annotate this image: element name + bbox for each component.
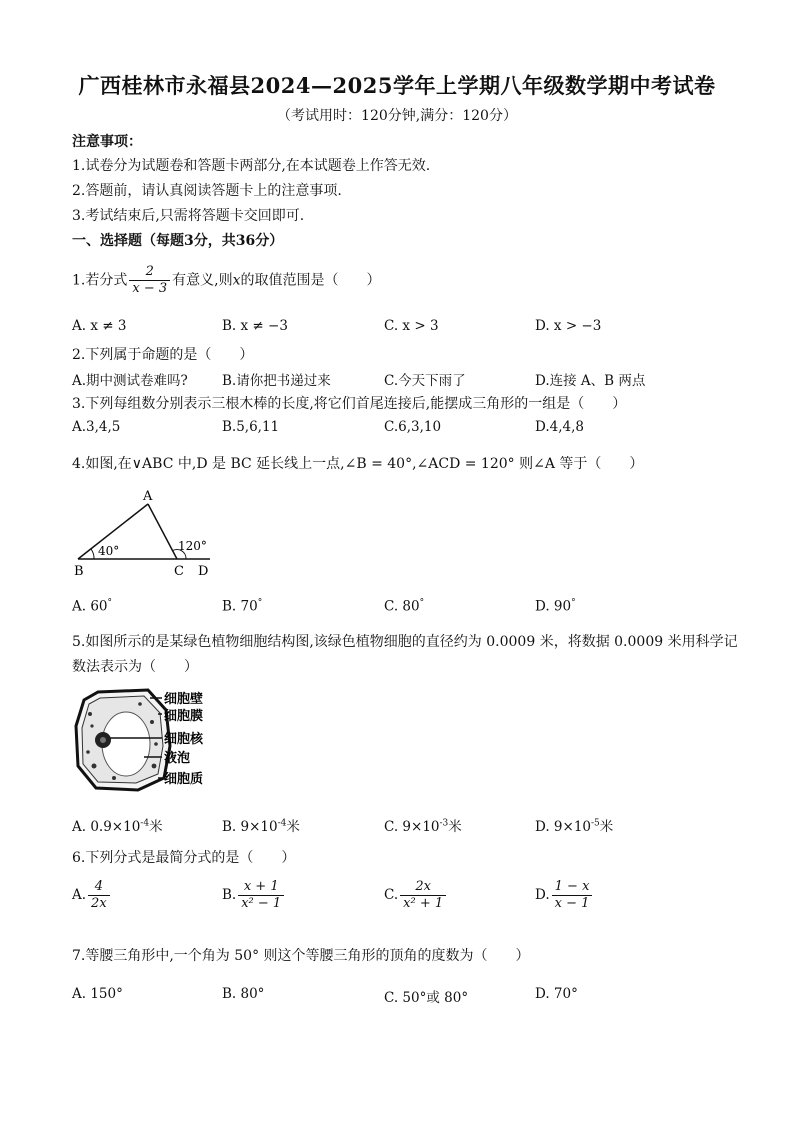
label-cytoplasm: 细胞质: [164, 772, 204, 787]
q6-option-b: [222, 879, 286, 912]
q5-d-unit: 米: [599, 819, 614, 835]
vertex-b-label: B: [74, 564, 84, 578]
q6-d-num: 1 − x: [554, 879, 590, 894]
q5-option-d: [535, 815, 613, 835]
q5-d-base: D. 9×10: [535, 819, 592, 835]
question-5-line2: 数法表示为（ ）: [72, 659, 198, 675]
q6-a-den: 2x: [88, 895, 110, 912]
q2-option-c: C.今天下雨了: [384, 373, 466, 389]
q4-option-d: [535, 598, 576, 615]
q2-option-d: D.连接 A、B 两点: [535, 373, 646, 389]
page-title: 广西桂林市永福县2024—2025学年上学期八年级数学期中考试卷: [78, 73, 716, 98]
q5-a-base: A. 0.9×10: [72, 819, 141, 835]
angle-b-label: 40°: [98, 544, 120, 558]
degree-mark: °: [571, 598, 576, 608]
q1-fraction-den: x − 3: [129, 280, 170, 297]
q1-mid: 有意义,则: [172, 272, 233, 289]
q6-b-label: B.: [222, 887, 237, 903]
note-item-3: 3.考试结束后,只需将答题卡交回即可.: [72, 208, 305, 224]
section-heading-choice: 一、选择题（每题3分，共36分）: [72, 233, 284, 249]
question-5-line1: 5.如图所示的是某绿色植物细胞结构图,该绿色植物细胞的直径约为 0.0009 米，将数据 0.0009 米用科学记: [72, 634, 738, 650]
q6-a-num: 4: [94, 879, 103, 894]
q5-b-unit: 米: [286, 819, 300, 835]
q6-option-d: [535, 879, 594, 912]
q1-post: 的取值范围是（ ）: [240, 272, 381, 289]
vertex-c-label: C: [174, 564, 184, 578]
q4-option-c-text: C. 80: [384, 598, 420, 615]
q3-option-a: A.3,4,5: [72, 419, 121, 435]
q6-a-label: A.: [72, 887, 87, 903]
question-7: 7.等腰三角形中,一个角为 50° 则这个等腰三角形的顶角的度数为（ ）: [72, 948, 530, 964]
q5-plant-cell-figure: [70, 686, 220, 796]
q6-d-label: D.: [535, 887, 550, 903]
q6-c-fraction: [400, 879, 446, 912]
q5-d-exp: -5: [591, 818, 600, 829]
q5-option-a: [72, 815, 163, 835]
q2-option-b: B.请你把书递过来: [222, 373, 331, 389]
q5-c-unit: 米: [448, 819, 462, 835]
question-4: 4.如图,在∨ABC 中,D 是 BC 延长线上一点,∠B = 40°,∠ACD = 120° 则∠A 等于（ ）: [72, 456, 644, 472]
q1-pre: 1.若分式: [72, 272, 128, 289]
q7-option-d: D. 70°: [535, 986, 578, 1002]
notes-heading: 注意事项：: [72, 134, 142, 150]
question-1: [72, 264, 380, 297]
question-6: 6.下列分式是最简分式的是（ ）: [72, 850, 296, 866]
q6-option-c: [384, 879, 448, 912]
q5-b-exp: -4: [277, 818, 287, 829]
exam-subtitle: （考试用时：120分钟,满分：120分）: [277, 108, 517, 124]
q1-fraction-num: 2: [145, 264, 154, 279]
angle-acd-label: 120°: [178, 539, 207, 553]
q7-option-b: B. 80°: [222, 986, 265, 1002]
q4-option-d-text: D. 90: [535, 598, 572, 615]
degree-mark: °: [257, 598, 263, 608]
q6-c-label: C.: [384, 887, 399, 903]
q6-a-fraction: [88, 879, 110, 912]
q5-option-b: [222, 815, 300, 835]
label-nucleus: 细胞核: [164, 732, 204, 747]
q5-a-unit: 米: [149, 819, 163, 835]
vertex-a-label: A: [143, 489, 153, 504]
degree-mark: °: [419, 598, 425, 608]
degree-mark: °: [107, 598, 113, 608]
q4-option-b-text: B. 70: [222, 598, 258, 615]
q5-a-exp: -4: [140, 818, 150, 829]
q1-option-c: C. x > 3: [384, 318, 439, 334]
q6-b-fraction: [238, 879, 284, 912]
note-item-2: 2.答题前，请认真阅读答题卡上的注意事项.: [72, 183, 342, 199]
q6-b-num: x + 1: [243, 879, 279, 894]
q3-option-b: B.5,6,11: [222, 419, 280, 435]
nucleolus: [100, 737, 106, 743]
q4-option-a-text: A. 60: [72, 598, 108, 615]
q5-c-exp: -3: [439, 818, 449, 829]
q1-option-b: B. x ≠ −3: [222, 318, 288, 334]
q6-d-den: x − 1: [552, 895, 593, 912]
q6-c-den: x² + 1: [400, 895, 446, 912]
q5-c-base: C. 9×10: [384, 819, 440, 835]
q3-option-c: C.6,3,10: [384, 419, 442, 435]
q1-option-a: A. x ≠ 3: [72, 318, 127, 334]
q7-option-a: A. 150°: [72, 986, 123, 1002]
q3-option-d: D.4,4,8: [535, 419, 584, 435]
q5-option-c: [384, 815, 462, 835]
q4-triangle-figure: [70, 486, 220, 578]
question-2: 2.下列属于命题的是（ ）: [72, 347, 254, 363]
q7-option-c: C. 50°或 80°: [384, 990, 469, 1006]
q2-option-a: A.期中测试卷难吗?: [72, 373, 188, 389]
q4-option-c: [384, 598, 424, 615]
q1-fraction: [129, 264, 170, 297]
q1-option-d: D. x > −3: [535, 318, 602, 334]
vertex-d-label: D: [198, 564, 209, 578]
label-cell-membrane: 细胞膜: [164, 709, 204, 724]
q6-b-den: x² − 1: [238, 895, 284, 912]
q6-d-fraction: [552, 879, 593, 912]
q4-option-a: [72, 598, 112, 615]
q5-b-base: B. 9×10: [222, 819, 278, 835]
q1-var: x: [232, 272, 241, 289]
question-3: 3.下列每组数分别表示三根木棒的长度,将它们首尾连接后,能摆成三角形的一组是（ ）: [72, 396, 627, 412]
q6-option-a: [72, 879, 112, 912]
q6-c-num: 2x: [415, 879, 431, 894]
label-vacuole: 液泡: [164, 751, 191, 766]
angle-b-arc: [91, 549, 94, 559]
note-item-1: 1.试卷分为试题卷和答题卡两部分,在本试题卷上作答无效.: [72, 158, 431, 174]
label-cell-wall: 细胞壁: [164, 692, 204, 707]
q4-option-b: [222, 598, 262, 615]
